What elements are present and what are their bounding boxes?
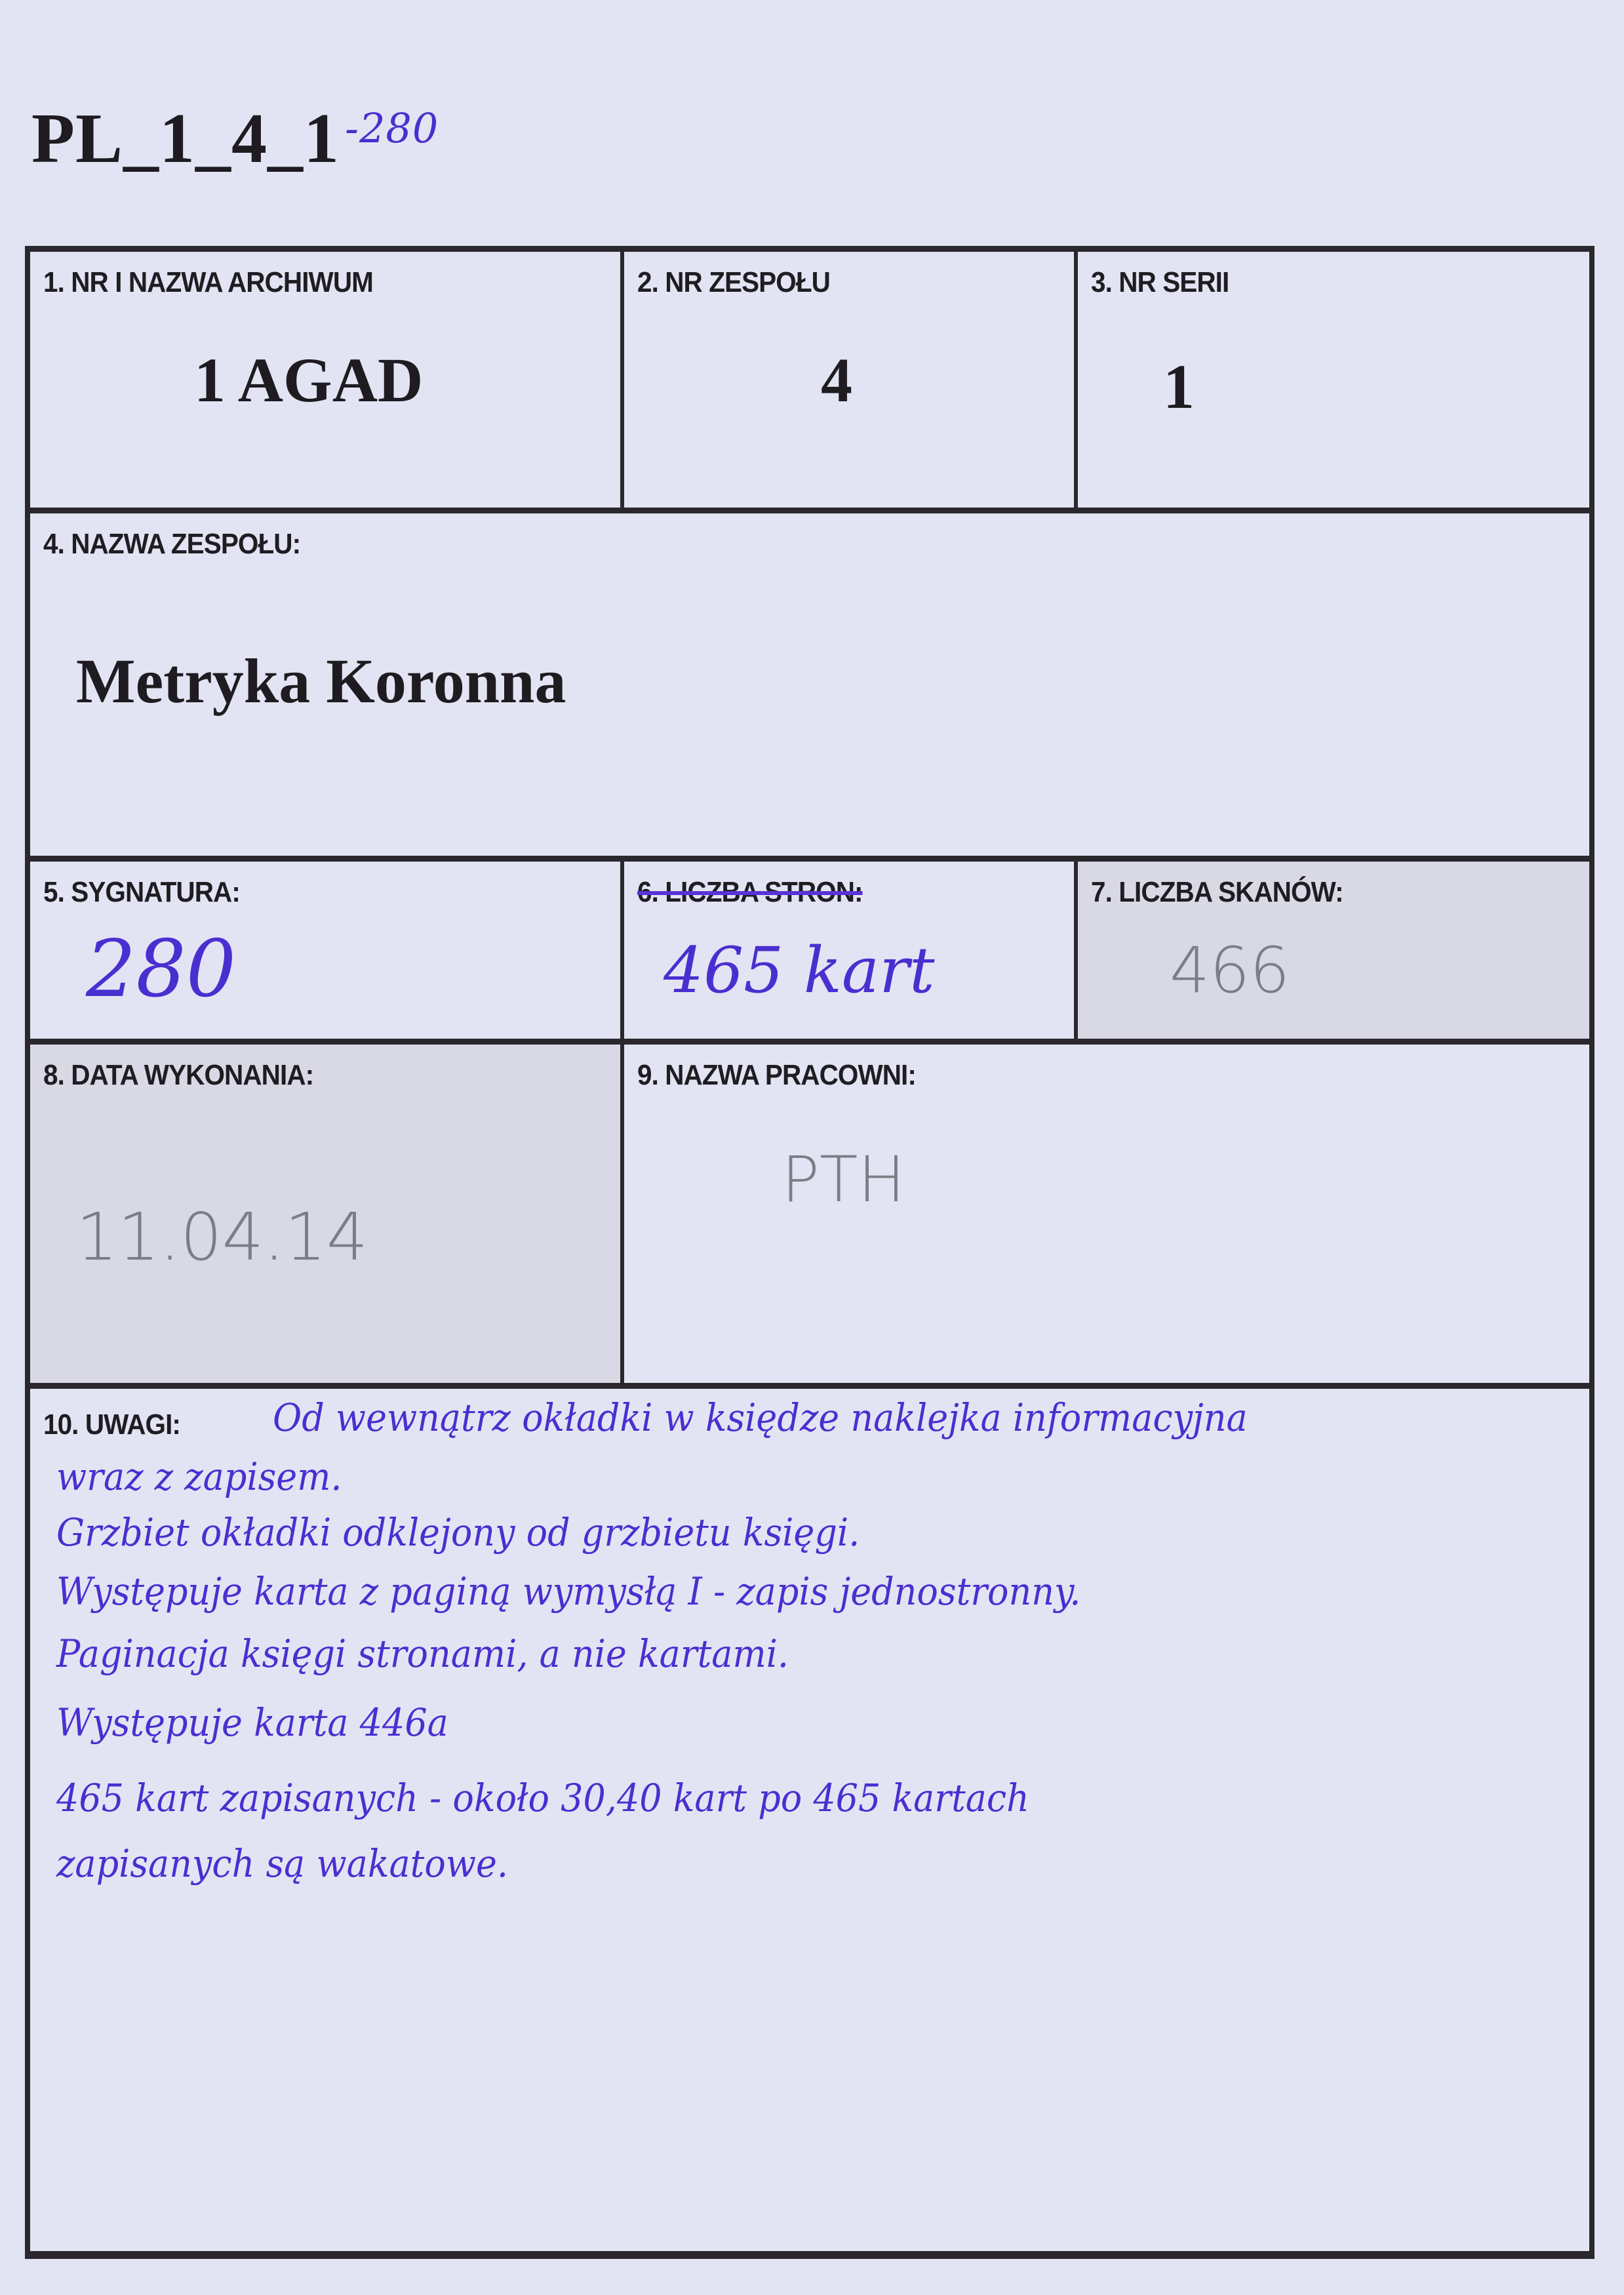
field-date bbox=[30, 1045, 620, 1383]
field-value: PTH bbox=[782, 1143, 905, 1216]
notes-line: zapisanych są wakatowe. bbox=[56, 1841, 509, 1886]
divider bbox=[30, 1039, 1589, 1045]
divider bbox=[30, 856, 1589, 862]
field-value: 11.04.14 bbox=[76, 1199, 368, 1275]
field-label: 9. NAZWA PRACOWNI: bbox=[637, 1059, 916, 1091]
field-fonds-name bbox=[30, 513, 1589, 856]
field-page-count bbox=[624, 862, 1074, 1039]
field-signature bbox=[30, 862, 620, 1039]
notes-line: Od wewnątrz okładki w księdze naklejka informacyjna bbox=[273, 1395, 1248, 1440]
field-value: 465 kart bbox=[663, 934, 935, 1007]
notes-line: Występuje karta 446a bbox=[56, 1700, 448, 1745]
field-label: 6. LICZBA STRON: bbox=[637, 876, 863, 908]
field-value: 1 AGAD bbox=[194, 345, 424, 415]
metadata-form bbox=[25, 246, 1594, 2259]
field-series-number bbox=[1078, 252, 1589, 508]
field-archive bbox=[30, 252, 620, 508]
field-label: 2. NR ZESPOŁU bbox=[637, 266, 830, 298]
document-id-printed: PL_1_4_1 bbox=[31, 100, 340, 178]
notes-line: Występuje karta z paginą wymysłą I - zapis jednostronny. bbox=[56, 1569, 1081, 1614]
field-label: 3. NR SERII bbox=[1091, 266, 1229, 298]
field-label: 5. SYGNATURA: bbox=[43, 876, 240, 908]
notes-line: Grzbiet okładki odklejony od grzbietu księgi. bbox=[56, 1510, 860, 1555]
field-notes bbox=[30, 1389, 1589, 2252]
notes-line: wraz z zapisem. bbox=[56, 1454, 342, 1499]
divider bbox=[30, 1383, 1589, 1389]
field-value: 4 bbox=[821, 345, 852, 415]
field-fonds-number bbox=[624, 252, 1074, 508]
field-label: 7. LICZBA SKANÓW: bbox=[1091, 876, 1343, 908]
field-value: 280 bbox=[86, 924, 237, 1015]
document-id-handwritten-suffix: -280 bbox=[345, 104, 439, 152]
divider bbox=[30, 508, 1589, 513]
field-workshop bbox=[624, 1045, 1589, 1383]
notes-line: 465 kart zapisanych - około 30,40 kart po 465 kartach bbox=[56, 1776, 1029, 1820]
field-value: Metryka Koronna bbox=[76, 646, 566, 716]
field-label: 1. NR I NAZWA ARCHIWUM bbox=[43, 266, 373, 298]
field-value: 466 bbox=[1170, 934, 1290, 1007]
field-scan-count bbox=[1078, 862, 1589, 1039]
notes-line: Paginacja księgi stronami, a nie kartami. bbox=[56, 1631, 789, 1676]
field-value: 1 bbox=[1163, 351, 1195, 422]
field-label: 8. DATA WYKONANIA: bbox=[43, 1059, 314, 1091]
field-label: 10. UWAGI: bbox=[43, 1408, 180, 1441]
field-label: 4. NAZWA ZESPOŁU: bbox=[43, 528, 301, 560]
document-id bbox=[31, 98, 439, 180]
